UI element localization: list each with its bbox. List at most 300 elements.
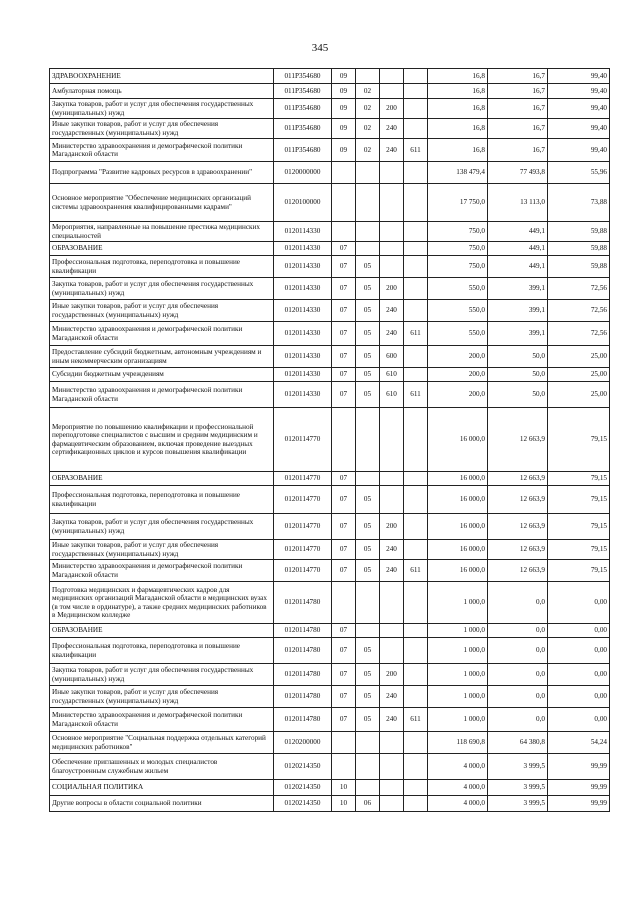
- row-expense-type: [380, 472, 404, 486]
- row-executed-amount: 77 493,8: [488, 162, 548, 184]
- row-execution-percent: 99,40: [548, 99, 610, 119]
- page-number: 345: [311, 42, 329, 54]
- row-subsection: [356, 754, 380, 780]
- row-subsection: [356, 780, 380, 796]
- row-planned-amount: 16 000,0: [428, 486, 488, 514]
- row-section: [332, 162, 356, 184]
- row-section: [332, 184, 356, 222]
- row-target-code: 011Р354680: [274, 119, 332, 139]
- row-target-code: 0120214350: [274, 796, 332, 812]
- row-section: [332, 754, 356, 780]
- row-section: 07: [332, 708, 356, 732]
- row-expense-type: [380, 408, 404, 472]
- row-target-code: 0120114330: [274, 346, 332, 368]
- row-planned-amount: 1 000,0: [428, 624, 488, 638]
- row-execution-percent: 99,40: [548, 84, 610, 99]
- table-row: [50, 368, 610, 382]
- row-executed-amount: 0,0: [488, 664, 548, 686]
- row-section: 10: [332, 796, 356, 812]
- row-expense-type: 200: [380, 514, 404, 540]
- row-administrator-code: 611: [404, 708, 428, 732]
- row-planned-amount: 200,0: [428, 382, 488, 408]
- row-execution-percent: 79,15: [548, 540, 610, 560]
- row-name: Министерство здравоохранения и демографической политики Магаданской области: [50, 322, 274, 346]
- row-target-code: 0120114770: [274, 486, 332, 514]
- row-executed-amount: 0,0: [488, 624, 548, 638]
- row-expense-type: [380, 69, 404, 84]
- row-target-code: 011Р354680: [274, 99, 332, 119]
- row-execution-percent: 72,56: [548, 278, 610, 300]
- table-row: [50, 780, 610, 796]
- row-subsection: 05: [356, 346, 380, 368]
- row-executed-amount: 50,0: [488, 382, 548, 408]
- row-execution-percent: 72,56: [548, 300, 610, 322]
- row-name: Предоставление субсидий бюджетным, автономным учреждениям и иным некоммерческим организациям: [50, 346, 274, 368]
- row-name: Другие вопросы в области социальной политики: [50, 796, 274, 812]
- row-execution-percent: 0,00: [548, 624, 610, 638]
- table-row: [50, 582, 610, 624]
- row-name: Иные закупки товаров, работ и услуг для обеспечения государственных (муниципальных) нужд: [50, 686, 274, 708]
- row-subsection: [356, 222, 380, 242]
- row-target-code: 0120114770: [274, 408, 332, 472]
- row-administrator-code: [404, 754, 428, 780]
- table-row: [50, 796, 610, 812]
- row-executed-amount: 449,1: [488, 222, 548, 242]
- table-row: [50, 99, 610, 119]
- row-subsection: [356, 624, 380, 638]
- row-planned-amount: 750,0: [428, 222, 488, 242]
- row-expense-type: 240: [380, 540, 404, 560]
- row-expense-type: [380, 84, 404, 99]
- row-name: Обеспечение приглашенных и молодых специалистов благоустроенным служебным жильем: [50, 754, 274, 780]
- row-name: Профессиональная подготовка, переподготовка и повышение квалификации: [50, 638, 274, 664]
- row-target-code: 0120114780: [274, 638, 332, 664]
- row-execution-percent: 55,96: [548, 162, 610, 184]
- row-name: Профессиональная подготовка, переподготовка и повышение квалификации: [50, 256, 274, 278]
- row-section: 07: [332, 560, 356, 582]
- table-row: [50, 514, 610, 540]
- row-executed-amount: 13 113,0: [488, 184, 548, 222]
- row-administrator-code: [404, 99, 428, 119]
- row-administrator-code: [404, 686, 428, 708]
- row-executed-amount: 50,0: [488, 368, 548, 382]
- row-section: 07: [332, 486, 356, 514]
- row-executed-amount: 12 663,9: [488, 560, 548, 582]
- table-row: [50, 732, 610, 754]
- table-row: [50, 382, 610, 408]
- row-planned-amount: 16 000,0: [428, 540, 488, 560]
- row-expense-type: [380, 582, 404, 624]
- row-planned-amount: 16 000,0: [428, 514, 488, 540]
- table-row: [50, 119, 610, 139]
- row-target-code: 011Р354680: [274, 139, 332, 162]
- row-execution-percent: 99,40: [548, 139, 610, 162]
- row-executed-amount: 3 999,5: [488, 796, 548, 812]
- row-expense-type: [380, 162, 404, 184]
- row-expense-type: 240: [380, 322, 404, 346]
- row-planned-amount: 1 000,0: [428, 582, 488, 624]
- row-execution-percent: 79,15: [548, 486, 610, 514]
- row-section: 07: [332, 346, 356, 368]
- row-execution-percent: 0,00: [548, 664, 610, 686]
- row-executed-amount: 16,7: [488, 69, 548, 84]
- row-target-code: 0120114770: [274, 514, 332, 540]
- row-planned-amount: 4 000,0: [428, 796, 488, 812]
- row-administrator-code: [404, 624, 428, 638]
- row-section: 07: [332, 472, 356, 486]
- row-administrator-code: [404, 162, 428, 184]
- table-row: [50, 664, 610, 686]
- row-section: 07: [332, 638, 356, 664]
- row-target-code: 011Р354680: [274, 69, 332, 84]
- row-expense-type: 610: [380, 382, 404, 408]
- row-target-code: 011Р354680: [274, 84, 332, 99]
- table-row: [50, 346, 610, 368]
- row-expense-type: 240: [380, 139, 404, 162]
- table-row: [50, 686, 610, 708]
- table-row: [50, 256, 610, 278]
- table-row: [50, 84, 610, 99]
- row-administrator-code: [404, 84, 428, 99]
- row-target-code: 0120114770: [274, 540, 332, 560]
- row-execution-percent: 79,15: [548, 514, 610, 540]
- row-section: 07: [332, 514, 356, 540]
- row-execution-percent: 79,15: [548, 560, 610, 582]
- row-planned-amount: 16 000,0: [428, 560, 488, 582]
- row-administrator-code: [404, 119, 428, 139]
- row-subsection: [356, 472, 380, 486]
- row-executed-amount: 0,0: [488, 708, 548, 732]
- row-expense-type: [380, 754, 404, 780]
- row-administrator-code: [404, 300, 428, 322]
- row-execution-percent: 25,00: [548, 368, 610, 382]
- row-subsection: 05: [356, 686, 380, 708]
- row-expense-type: [380, 638, 404, 664]
- row-target-code: 0120200000: [274, 732, 332, 754]
- table-row: [50, 278, 610, 300]
- row-execution-percent: 59,88: [548, 222, 610, 242]
- row-subsection: 05: [356, 368, 380, 382]
- row-execution-percent: 0,00: [548, 638, 610, 664]
- row-section: 07: [332, 256, 356, 278]
- table-row: [50, 139, 610, 162]
- row-planned-amount: 550,0: [428, 278, 488, 300]
- row-name: ОБРАЗОВАНИЕ: [50, 242, 274, 256]
- row-target-code: 0120114780: [274, 686, 332, 708]
- row-subsection: 02: [356, 84, 380, 99]
- row-name: Основное мероприятие "Обеспечение медицинских организаций системы здравоохранения квалифицированными кадрами": [50, 184, 274, 222]
- row-name: Амбулаторная помощь: [50, 84, 274, 99]
- row-target-code: 0120114330: [274, 368, 332, 382]
- row-expense-type: 240: [380, 300, 404, 322]
- row-administrator-code: [404, 732, 428, 754]
- row-expense-type: [380, 732, 404, 754]
- row-administrator-code: 611: [404, 560, 428, 582]
- row-subsection: 05: [356, 560, 380, 582]
- row-subsection: 05: [356, 382, 380, 408]
- row-expense-type: 240: [380, 560, 404, 582]
- row-executed-amount: 12 663,9: [488, 540, 548, 560]
- row-subsection: 05: [356, 514, 380, 540]
- row-expense-type: 240: [380, 119, 404, 139]
- row-target-code: 0120100000: [274, 184, 332, 222]
- row-executed-amount: 3 999,5: [488, 780, 548, 796]
- row-executed-amount: 449,1: [488, 256, 548, 278]
- row-name: Подпрограмма "Развитие кадровых ресурсов в здравоохранении": [50, 162, 274, 184]
- table-row: [50, 540, 610, 560]
- row-subsection: [356, 184, 380, 222]
- table-row: [50, 472, 610, 486]
- row-expense-type: 240: [380, 686, 404, 708]
- row-execution-percent: 0,00: [548, 686, 610, 708]
- row-subsection: [356, 732, 380, 754]
- row-execution-percent: 99,40: [548, 69, 610, 84]
- row-subsection: [356, 162, 380, 184]
- row-section: 10: [332, 780, 356, 796]
- table-row: [50, 560, 610, 582]
- row-planned-amount: 200,0: [428, 346, 488, 368]
- table-row: [50, 486, 610, 514]
- row-executed-amount: 0,0: [488, 638, 548, 664]
- table-row: [50, 708, 610, 732]
- row-target-code: 0120114780: [274, 708, 332, 732]
- row-subsection: [356, 69, 380, 84]
- row-execution-percent: 59,88: [548, 242, 610, 256]
- row-expense-type: 200: [380, 99, 404, 119]
- row-name: Субсидии бюджетным учреждениям: [50, 368, 274, 382]
- row-name: Иные закупки товаров, работ и услуг для обеспечения государственных (муниципальных) нужд: [50, 540, 274, 560]
- row-section: 09: [332, 84, 356, 99]
- row-administrator-code: [404, 780, 428, 796]
- row-administrator-code: 611: [404, 322, 428, 346]
- row-planned-amount: 1 000,0: [428, 686, 488, 708]
- row-subsection: [356, 582, 380, 624]
- row-name: Подготовка медицинских и фармацевтических кадров для медицинских организаций Магаданской области в медицинских вузах (в том числе в ординатуре), а также средних медицинских работников в Медицинском колледже: [50, 582, 274, 624]
- row-execution-percent: 99,99: [548, 780, 610, 796]
- row-executed-amount: 16,7: [488, 119, 548, 139]
- row-target-code: 0120114330: [274, 382, 332, 408]
- row-name: Закупка товаров, работ и услуг для обеспечения государственных (муниципальных) нужд: [50, 514, 274, 540]
- row-target-code: 0120114330: [274, 300, 332, 322]
- row-section: [332, 582, 356, 624]
- row-administrator-code: [404, 278, 428, 300]
- row-subsection: 05: [356, 486, 380, 514]
- row-administrator-code: [404, 540, 428, 560]
- row-subsection: 05: [356, 278, 380, 300]
- row-section: [332, 408, 356, 472]
- row-name: Закупка товаров, работ и услуг для обеспечения государственных (муниципальных) нужд: [50, 278, 274, 300]
- row-execution-percent: 25,00: [548, 346, 610, 368]
- row-administrator-code: [404, 486, 428, 514]
- row-expense-type: 610: [380, 368, 404, 382]
- table-row: [50, 322, 610, 346]
- row-planned-amount: 4 000,0: [428, 754, 488, 780]
- row-target-code: 0120114330: [274, 278, 332, 300]
- row-section: [332, 222, 356, 242]
- row-executed-amount: 16,7: [488, 84, 548, 99]
- row-administrator-code: [404, 514, 428, 540]
- row-expense-type: [380, 796, 404, 812]
- row-expense-type: [380, 222, 404, 242]
- row-execution-percent: 79,15: [548, 408, 610, 472]
- row-subsection: [356, 242, 380, 256]
- row-target-code: 0120114330: [274, 256, 332, 278]
- table-row: [50, 408, 610, 472]
- row-executed-amount: 16,7: [488, 139, 548, 162]
- row-administrator-code: [404, 222, 428, 242]
- row-executed-amount: 16,7: [488, 99, 548, 119]
- row-expense-type: 200: [380, 278, 404, 300]
- row-planned-amount: 16,8: [428, 99, 488, 119]
- row-section: 09: [332, 139, 356, 162]
- row-section: 07: [332, 300, 356, 322]
- row-name: Мероприятия, направленные на повышение престижа медицинских специальностей: [50, 222, 274, 242]
- row-administrator-code: [404, 472, 428, 486]
- row-target-code: 0120114780: [274, 664, 332, 686]
- row-subsection: 02: [356, 119, 380, 139]
- row-section: 07: [332, 540, 356, 560]
- table-row: [50, 222, 610, 242]
- row-name: Основное мероприятие "Социальная поддержка отдельных категорий медицинских работников": [50, 732, 274, 754]
- row-section: 07: [332, 322, 356, 346]
- row-executed-amount: 12 663,9: [488, 408, 548, 472]
- row-subsection: [356, 408, 380, 472]
- row-subsection: 05: [356, 664, 380, 686]
- row-administrator-code: [404, 664, 428, 686]
- row-executed-amount: 12 663,9: [488, 514, 548, 540]
- row-subsection: 05: [356, 322, 380, 346]
- row-name: Министерство здравоохранения и демографической политики Магаданской области: [50, 139, 274, 162]
- row-administrator-code: [404, 638, 428, 664]
- row-subsection: 05: [356, 300, 380, 322]
- row-executed-amount: 0,0: [488, 582, 548, 624]
- table-row: [50, 162, 610, 184]
- row-executed-amount: 0,0: [488, 686, 548, 708]
- row-execution-percent: 0,00: [548, 582, 610, 624]
- row-target-code: 0120114780: [274, 624, 332, 638]
- row-target-code: 0120000000: [274, 162, 332, 184]
- row-execution-percent: 0,00: [548, 708, 610, 732]
- budget-execution-table: [49, 68, 610, 812]
- row-executed-amount: 449,1: [488, 242, 548, 256]
- row-target-code: 0120114780: [274, 582, 332, 624]
- row-planned-amount: 4 000,0: [428, 780, 488, 796]
- row-expense-type: [380, 242, 404, 256]
- row-section: 09: [332, 119, 356, 139]
- row-administrator-code: [404, 346, 428, 368]
- row-administrator-code: 611: [404, 139, 428, 162]
- row-execution-percent: 79,15: [548, 472, 610, 486]
- row-name: Министерство здравоохранения и демографической политики Магаданской области: [50, 708, 274, 732]
- row-section: 07: [332, 686, 356, 708]
- row-planned-amount: 17 750,0: [428, 184, 488, 222]
- row-execution-percent: 54,24: [548, 732, 610, 754]
- row-subsection: 05: [356, 540, 380, 560]
- row-administrator-code: [404, 368, 428, 382]
- row-planned-amount: 16,8: [428, 139, 488, 162]
- row-section: 07: [332, 242, 356, 256]
- row-planned-amount: 118 690,8: [428, 732, 488, 754]
- table-row: [50, 638, 610, 664]
- row-planned-amount: 16,8: [428, 84, 488, 99]
- row-execution-percent: 99,40: [548, 119, 610, 139]
- row-expense-type: 240: [380, 708, 404, 732]
- row-subsection: 02: [356, 139, 380, 162]
- row-expense-type: [380, 256, 404, 278]
- row-section: 09: [332, 69, 356, 84]
- row-section: 07: [332, 278, 356, 300]
- row-planned-amount: 138 479,4: [428, 162, 488, 184]
- row-expense-type: [380, 624, 404, 638]
- row-name: Профессиональная подготовка, переподготовка и повышение квалификации: [50, 486, 274, 514]
- row-executed-amount: 3 999,5: [488, 754, 548, 780]
- row-execution-percent: 99,99: [548, 796, 610, 812]
- row-subsection: 02: [356, 99, 380, 119]
- row-subsection: 05: [356, 708, 380, 732]
- row-administrator-code: [404, 242, 428, 256]
- row-executed-amount: 399,1: [488, 322, 548, 346]
- row-executed-amount: 12 663,9: [488, 472, 548, 486]
- row-subsection: 05: [356, 256, 380, 278]
- row-expense-type: [380, 486, 404, 514]
- table-row: [50, 624, 610, 638]
- row-section: 07: [332, 368, 356, 382]
- row-planned-amount: 1 000,0: [428, 664, 488, 686]
- row-target-code: 0120214350: [274, 780, 332, 796]
- row-administrator-code: [404, 408, 428, 472]
- row-executed-amount: 399,1: [488, 300, 548, 322]
- row-subsection: 05: [356, 638, 380, 664]
- row-expense-type: [380, 780, 404, 796]
- table-row: [50, 242, 610, 256]
- row-administrator-code: [404, 69, 428, 84]
- row-name: Иные закупки товаров, работ и услуг для обеспечения государственных (муниципальных) нужд: [50, 119, 274, 139]
- row-section: 07: [332, 624, 356, 638]
- table-row: [50, 69, 610, 84]
- row-execution-percent: 25,00: [548, 382, 610, 408]
- row-executed-amount: 399,1: [488, 278, 548, 300]
- row-executed-amount: 12 663,9: [488, 486, 548, 514]
- table-row: [50, 754, 610, 780]
- row-administrator-code: 611: [404, 382, 428, 408]
- row-name: Иные закупки товаров, работ и услуг для обеспечения государственных (муниципальных) нужд: [50, 300, 274, 322]
- row-administrator-code: [404, 582, 428, 624]
- row-expense-type: 200: [380, 664, 404, 686]
- row-section: 09: [332, 99, 356, 119]
- row-planned-amount: 550,0: [428, 322, 488, 346]
- row-target-code: 0120114770: [274, 560, 332, 582]
- row-subsection: 06: [356, 796, 380, 812]
- row-execution-percent: 99,99: [548, 754, 610, 780]
- row-target-code: 0120114330: [274, 222, 332, 242]
- row-expense-type: [380, 184, 404, 222]
- row-name: ЗДРАВООХРАНЕНИЕ: [50, 69, 274, 84]
- row-executed-amount: 64 380,8: [488, 732, 548, 754]
- row-planned-amount: 550,0: [428, 300, 488, 322]
- row-name: Министерство здравоохранения и демографической политики Магаданской области: [50, 560, 274, 582]
- row-executed-amount: 50,0: [488, 346, 548, 368]
- row-administrator-code: [404, 184, 428, 222]
- row-name: ОБРАЗОВАНИЕ: [50, 624, 274, 638]
- row-planned-amount: 750,0: [428, 256, 488, 278]
- row-execution-percent: 73,88: [548, 184, 610, 222]
- row-expense-type: 600: [380, 346, 404, 368]
- row-section: [332, 732, 356, 754]
- row-name: Закупка товаров, работ и услуг для обеспечения государственных (муниципальных) нужд: [50, 99, 274, 119]
- row-section: 07: [332, 382, 356, 408]
- row-target-code: 0120114770: [274, 472, 332, 486]
- row-administrator-code: [404, 796, 428, 812]
